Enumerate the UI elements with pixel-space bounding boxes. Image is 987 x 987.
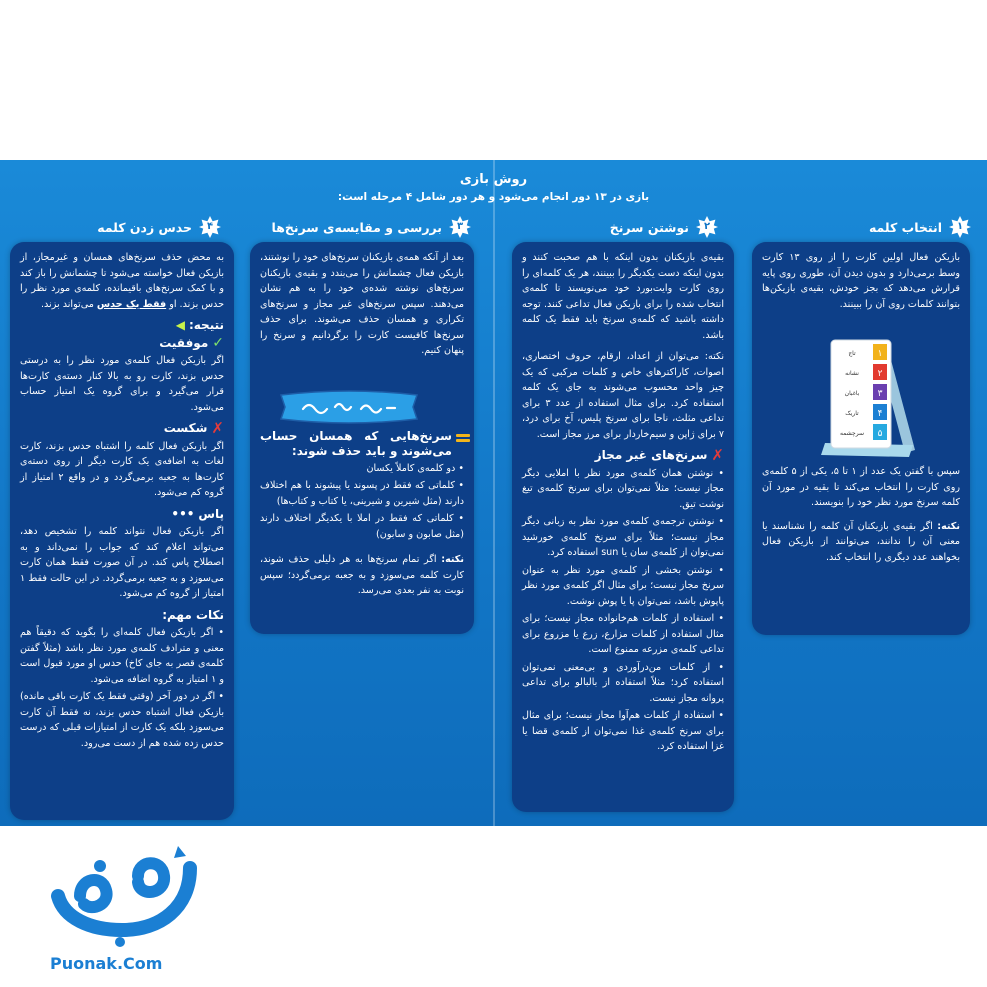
panel-paragraph: نکته: می‌توان از اعداد، ارقام، حروف اختصاری، اصوات، کاراکترهای خاص و کلمات مرکبی که یک چیز واحد محسوب می‌شوند به جای یک کلمه استفاده کرد. برای مثال استفاده از عدد ۳ برای تداعی مثلث، ناجا برای سرنخ پلیس، آخ برای درد، ۷ برای ژاپن و سیم‌خاردار برای مرز مجاز است. (522, 351, 724, 440)
subheading-text: نتیجه: (188, 318, 224, 332)
subheading-duplicate-clues (260, 429, 464, 459)
panel-paragraph: بازیکن فعال اولین کارت را از روی ۱۳ کارت وسط برمی‌دارد و بدون دیدن آن، طوری روی پایه قرارش می‌دهد که بجز خودش، بقیه‌ی بازیکن‌ها بتوانند کلمات روی آن را ببینند. (762, 252, 960, 310)
list-item: • نوشتن ترجمه‌ی کلمه‌ی مورد نظر به زبانی دیگر مجاز نیست؛ مثلاً برای سرنخ کلمه‌ی خورشید نمی‌توان از کلمه‌ی سان یا sun استفاده کرد. (522, 516, 724, 558)
rules-title: روش بازی (459, 172, 528, 187)
section-title: نوشتن سرنخ (609, 219, 689, 235)
rules-subtitle: بازی در ۱۳ دور انجام می‌شود و هر دور شامل ۴ مرحله است: (337, 191, 650, 203)
note-text: اگر تمام سرنخ‌ها به هر دلیلی حذف شوند، کارت کلمه می‌سوزد و به جعبه برمی‌گردد؛ سپس نوبت به نفر بعدی می‌رسد. (260, 554, 464, 596)
star-badge-icon (448, 215, 472, 239)
card-word: نشانه (845, 370, 859, 377)
card-num: ۲ (877, 369, 883, 379)
section-number: ۳ (456, 221, 464, 232)
subheading-result (20, 318, 224, 334)
star-badge-icon (198, 215, 222, 239)
highlight-text: فقط یک حدس (96, 298, 167, 310)
section-number: ۲ (703, 221, 711, 232)
list-item: • استفاده از کلمات هم‌خانواده مجاز نیست؛ برای مثال استفاده از کلمات مزارع، زرع یا مزروع برای تداعی کلمه‌ی مزرعه ممنوع است. (522, 613, 724, 655)
card-num: ۳ (877, 389, 883, 399)
brand-name: Puonak.Com (50, 954, 163, 973)
list-item: • اگر بازیکن فعال کلمه‌ای را بگوید که دقیقاً هم معنی و مترادف کلمه‌ی مورد نظر باشد (مثلاً گفتن کلمه‌ی قصر به جای کاخ) حدس او مورد قبول است و ۱ امتیاز به گروه اضافه می‌شود. (20, 627, 224, 685)
section-title: انتخاب کلمه (868, 219, 942, 235)
star-badge-icon (948, 215, 972, 239)
fold-line (493, 160, 495, 826)
card-num: ۱ (877, 349, 883, 359)
cross-icon: ✗ (711, 446, 724, 464)
panel-note (260, 552, 464, 599)
section-heading-4 (97, 213, 222, 241)
pointer-icon: ◀ (175, 318, 185, 332)
list-item: • نوشتن همان کلمه‌ی مورد نظر با املایی دیگر مجاز نیست؛ مثلاً نمی‌توان برای سرنخ کلمه‌ی تیغ نوشت تیق. (522, 467, 724, 510)
panel-paragraph: بقیه‌ی بازیکنان بدون اینکه با هم صحبت کنند و بدون اینکه دست یکدیگر را ببینند، هر یک کلمه‌ای را روی کارت وایت‌بورد خود می‌نویسند تا کلمه‌ی انتخاب شده را برای بازیکن فعال تداعی کنند. توجه داشته باشید که کلمه‌ی سرنخ باید فقط یک کلمه باشد. (522, 252, 724, 341)
subheading-tips (20, 608, 224, 624)
panel-paragraph: بعد از آنکه همه‌ی بازیکنان سرنخ‌های خود را نوشتند، بازیکن فعال چشمانش را می‌بندد و بقیه‌ی بازیکنان سرنخ‌های نوشته شده‌ی خود را به هم نشان می‌دهند. سپس سرنخ‌های غیر مجاز و سرنخ‌های تکراری و همسان حذف می‌شوند. برای حذف سرنخ‌ها کافیست کارت را برگردانیم و سرنخ را پنهان کنیم. (260, 252, 464, 356)
section-heading-2 (610, 213, 719, 241)
subheading-text: سرنخ‌هایی که همسان حساب می‌شوند و باید حذف شوند: (260, 428, 452, 458)
card-word: تاج (848, 350, 856, 357)
list-item: • اگر در دور آخر (وقتی فقط یک کارت باقی مانده) بازیکن فعال اشتباه حدس بزند، نه فقط آن کارت می‌سوزد بلکه یک کارت از امتیازات قبلی که درست حدس زده شده هم از دست می‌رود. (20, 691, 224, 749)
subheading-text: سرنخ‌های غیر مجاز (594, 448, 708, 462)
subheading-success (20, 336, 224, 352)
star-badge-icon (695, 215, 719, 239)
card-num: ۵ (877, 429, 883, 439)
section-title: حدس زدن کلمه (97, 219, 192, 235)
paragraph-text: به محض حذف سرنخ‌های همسان و غیرمجاز، از بازیکن فعال خواسته می‌شود تا چشمانش را باز کند و با کمک سرنخ‌های باقیمانده، کلمه‌ی مورد نظر را حدس بزند. او (20, 252, 224, 310)
subheading-text: شکست (163, 421, 208, 435)
panel-paragraph (20, 250, 224, 312)
section-number: ۴ (206, 221, 214, 232)
handwriting-banner-icon (275, 387, 423, 427)
equals-icon (456, 433, 464, 443)
panel-paragraph: اگر بازیکن فعال نتواند کلمه را تشخیص دهد، می‌تواند اعلام کند که جواب را نمی‌داند و به اصطلاح پاس کند. در آن صورت فقط همان کارت می‌سوزد و به جعبه برمی‌گردد. در این حالت فقط ۱ امتیاز از گروه کم می‌شود. (20, 526, 224, 599)
note-label: نکته: (441, 554, 464, 565)
word-card-stand-icon (817, 335, 917, 465)
section-heading-3 (272, 213, 472, 241)
ellipsis-icon: ••• (171, 506, 195, 521)
note-text: اگر بقیه‌ی بازیکنان آن کلمه را نشناسند یا معنی آن را ندانند، می‌توانند از بازیکن فعال بخواهند عدد دیگری را انتخاب کند. (762, 520, 960, 563)
section-number: ۱ (956, 221, 964, 232)
card-word: سرچشمه (839, 430, 865, 437)
panel-compare-clues (250, 242, 474, 634)
note-label: نکته: (937, 520, 960, 532)
subheading-text: پاس (198, 506, 224, 521)
subheading-pass (20, 507, 224, 523)
panel-paragraph: سپس با گفتن یک عدد از ۱ تا ۵، یکی از ۵ کلمه‌ی روی کارت را انتخاب می‌کند تا بقیه در مورد آن کلمه سرنخ مورد نظر خود را بنویسند. (762, 466, 960, 508)
list-item: • استفاده از کلمات هم‌آوا مجاز نیست؛ برای مثال برای سرنخ کلمه‌ی غذا نمی‌توان از کلمه‌ی قضا یا غزا استفاده کرد. (522, 710, 724, 752)
check-icon: ✓ (212, 334, 224, 351)
subheading-text: نکات مهم: (162, 607, 224, 622)
paragraph-text: می‌تواند بزند. (40, 298, 97, 310)
list-item: • از کلمات من‌درآوردی و بی‌معنی نمی‌توان استفاده کرد؛ مثلاً استفاده از بالبالو برای تداعی پروانه مجاز نیست. (522, 661, 724, 704)
panel-guess-word (10, 242, 234, 820)
panel-paragraph: اگر بازیکن فعال کلمه را اشتباه حدس بزند، کارت لغات به اضافه‌ی یک کارت دیگر از روی دسته‌ی کارت‌ها به جعبه برمی‌گردد و در واقع ۲ امتیاز از گروه کم می‌شود. (20, 440, 224, 498)
card-word: تاریک (845, 410, 859, 417)
list-item: • کلماتی که فقط در پسوند یا پیشوند با هم اختلاف دارند (مثل شیرین و شیرینی، یا کتاب و کتاب‌ها) (260, 480, 464, 507)
card-word: باغبان (844, 390, 860, 397)
puonak-logo-icon (40, 838, 210, 948)
subheading-fail (20, 421, 224, 437)
panel-note (762, 519, 960, 566)
list-item: • دو کلمه‌ی کاملاً یکسان (366, 462, 464, 474)
cross-icon: ✗ (211, 419, 224, 437)
subheading-text: موفقیت (159, 335, 209, 350)
list-item: • نوشتن بخشی از کلمه‌ی مورد نظر به عنوان سرنخ مجاز نیست؛ برای مثال اگر کلمه‌ی مورد نظر پاپوش باشد، نمی‌توان پا یا پوش نوشت. (522, 564, 724, 607)
subheading-invalid-clues (522, 448, 724, 464)
list-item: • کلماتی که فقط در املا با یکدیگر اختلاف دارند (مثل صابون و سابون) (260, 513, 464, 540)
panel-paragraph: اگر بازیکن فعال کلمه‌ی مورد نظر را به درستی حدس بزند، کارت رو به بالا کنار دسته‌ی کارت‌ها قرار می‌گیرد و برای گروه یک امتیاز حساب می‌شود. (20, 355, 224, 413)
card-num: ۴ (877, 409, 883, 419)
panel-write-clue (512, 242, 734, 812)
section-heading-1 (869, 213, 972, 241)
section-title: بررسی و مقایسه‌ی سرنخ‌ها (271, 219, 442, 235)
